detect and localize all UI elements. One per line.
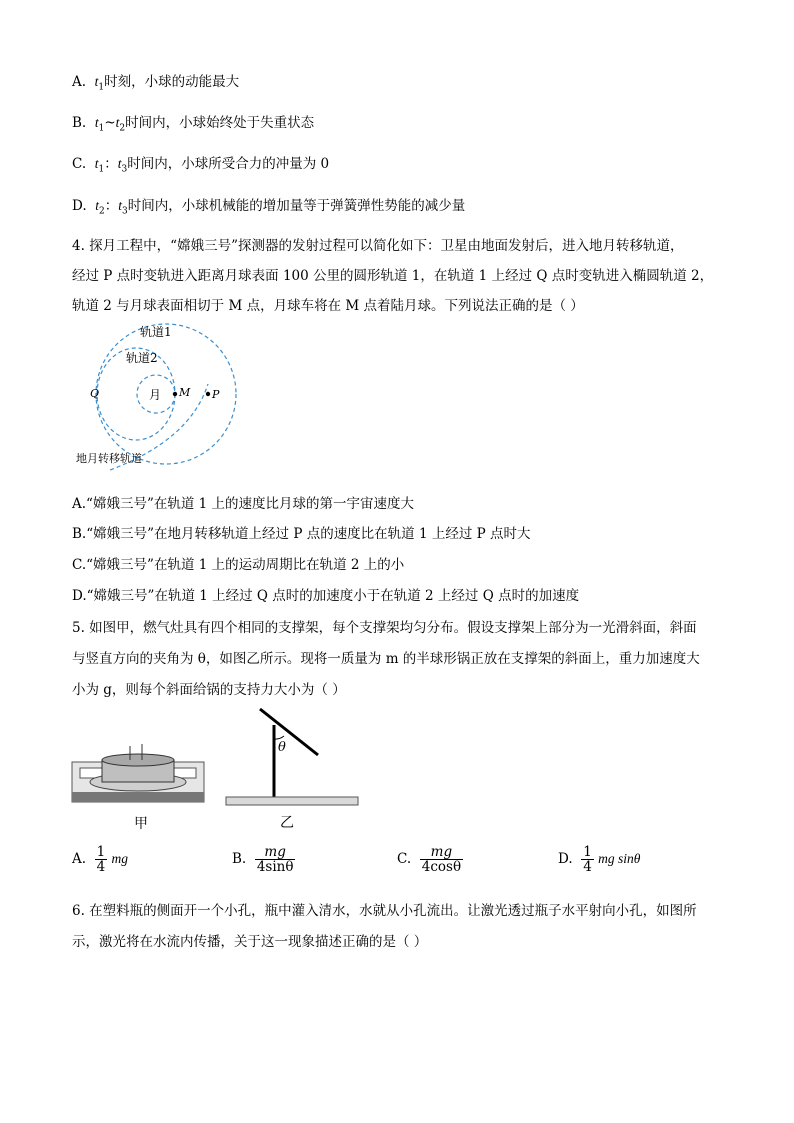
q4-stem-line2: 经过 P 点时变轨进入距离月球表面 100 公里的圆形轨道 1，在轨道 1 上经过 Q 点时变轨进入椭圆轨道 2，: [72, 268, 714, 284]
point-q-label: Q: [90, 387, 100, 400]
incline-figure: [222, 705, 362, 832]
q3-option-d: D. $t_2$：$t_3$时间内，小球机械能的增加量等于弹簧弹性势能的减少量: [72, 198, 466, 217]
q4-stem-line1: 4. 探月工程中，“嫦娥三号”探测器的发射过程可以简化如下：卫星由地面发射后，进入地月转移轨道，: [72, 238, 684, 254]
q5-stem-line2: 与竖直方向的夹角为 θ，如图乙所示。现将一质量为 m 的半球形锅正放在支撑架的斜面上，重力加速度大: [72, 651, 700, 667]
point-p-dot: [206, 392, 210, 396]
point-m-dot: [173, 392, 177, 396]
theta-label: θ: [278, 740, 286, 755]
moon-label: 月: [149, 388, 162, 402]
q3-option-a: A. $t_1$时刻，小球的动能最大: [72, 74, 240, 93]
q3-option-c: C. $t_1$：$t_3$时间内，小球所受合力的冲量为 0: [72, 156, 330, 175]
orbit-1-label: 轨道1: [140, 325, 172, 339]
q4-stem-line3: 轨道 2 与月球表面相切于 M 点，月球车将在 M 点着陆月球。下列说法正确的是（ ）: [72, 298, 584, 314]
figure-yi-label: 乙: [280, 815, 294, 831]
q5-option-c: C. $\frac{mg}{4\cos\theta}$: [397, 844, 462, 875]
point-p-label: P: [212, 388, 220, 401]
q6-stem-line2: 示，激光将在水流内传播，关于这一现象描述正确的是（ ）: [72, 934, 428, 950]
q5-stem-line1: 5. 如图甲，燃气灶具有四个相同的支撑架，每个支撑架均匀分布。假设支撑架上部分为一光滑斜面，斜面: [72, 620, 697, 636]
q4-option-c: C.“嫦娥三号”在轨道 1 上的运动周期比在轨道 2 上的小: [72, 557, 405, 573]
q3-option-b: B. $t_1\sim t_2$时间内，小球始终处于失重状态: [72, 115, 315, 134]
figure-jia-label: 甲: [134, 816, 148, 832]
transfer-orbit-label: 地月转移轨道: [76, 452, 142, 465]
q4-option-b: B.“嫦娥三号”在地月转移轨道上经过 P 点的速度比在轨道 1 上经过 P 点时大: [72, 526, 531, 542]
q5-option-b: B. $\frac{mg}{4\sin\theta}$: [232, 844, 294, 875]
point-m-label: M: [179, 386, 191, 399]
q5-option-d: D. $\frac{1}{4}$ mg sinθ: [558, 844, 641, 875]
q4-option-d: D.“嫦娥三号”在轨道 1 上经过 Q 点时的加速度小于在轨道 2 上经过 Q 点时的加速度: [72, 588, 580, 604]
gas-stove-figure: [70, 740, 210, 832]
q4-option-a: A.“嫦娥三号”在轨道 1 上的速度比月球的第一宇宙速度大: [72, 496, 415, 512]
q5-stem-line3: 小为 g，则每个斜面给锅的支持力大小为（ ）: [72, 682, 346, 698]
q5-option-a: A. $\frac{1}{4}$ mg: [72, 844, 129, 875]
q6-stem-line1: 6. 在塑料瓶的侧面开一个小孔，瓶中灌入清水，水就从小孔流出。让激光透过瓶子水平射向小孔，如图所: [72, 903, 697, 919]
orbit-diagram: [70, 320, 240, 480]
orbit-2-label: 轨道2: [126, 351, 158, 365]
